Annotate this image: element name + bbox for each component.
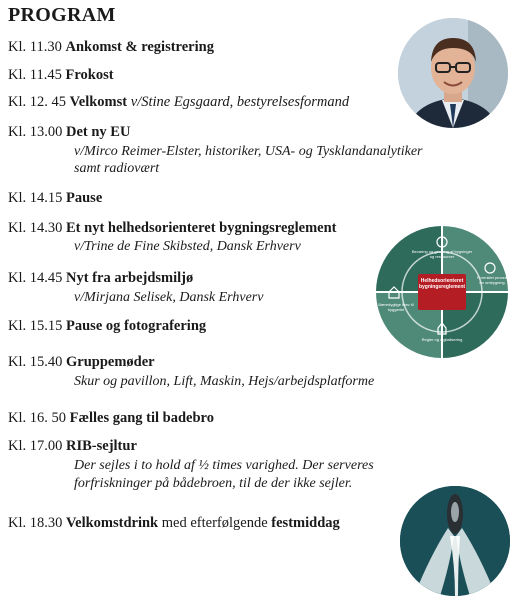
schedule-item bbox=[8, 438, 137, 455]
diagram-segment-label: Regler og digitalisering bbox=[421, 337, 463, 342]
schedule-event: RIB-sejltur bbox=[66, 438, 137, 454]
schedule-speaker: samt radiovært bbox=[74, 161, 160, 176]
page-title: PROGRAM bbox=[8, 4, 116, 26]
schedule-event: Pause og fotografering bbox=[66, 318, 207, 334]
schedule-time: Kl. 11.45 bbox=[8, 67, 62, 83]
schedule-event: Gruppemøder bbox=[66, 354, 155, 370]
boat-photo bbox=[400, 486, 510, 596]
schedule-event: Et nyt helhedsorienteret bygningsreglement bbox=[66, 220, 337, 236]
schedule-time: Kl. 13.00 bbox=[8, 124, 63, 140]
schedule-event-highlight: festmiddag bbox=[271, 515, 340, 531]
schedule-event: Nyt fra arbejdsmiljø bbox=[66, 270, 194, 286]
schedule-event: Fælles gang til badebro bbox=[69, 410, 214, 426]
schedule-item bbox=[8, 515, 340, 532]
schedule-item bbox=[8, 124, 130, 141]
schedule-item bbox=[8, 39, 214, 56]
schedule-time: Kl. 14.45 bbox=[8, 270, 63, 286]
schedule-speaker: Skur og pavillon, Lift, Maskin, Hejs/arbejdsplatforme bbox=[74, 374, 375, 389]
schedule-speaker: v/Mirco Reimer-Elster, historiker, USA- og Tysklandanalytiker bbox=[74, 144, 423, 159]
schedule-event: Det ny EU bbox=[66, 124, 131, 140]
diagram-center-label: Helhedsorienteret bygningsreglement bbox=[418, 278, 466, 290]
schedule-time: Kl. 15.15 bbox=[8, 318, 63, 334]
schedule-speaker: v/Stine Egsgaard, bestyrelsesformand bbox=[130, 94, 350, 110]
schedule-item bbox=[8, 94, 349, 111]
schedule-speaker: forfriskninger på bådebroen, til de der ikke sejler. bbox=[74, 476, 353, 491]
schedule-item bbox=[8, 220, 337, 237]
schedule-event: Frokost bbox=[65, 67, 114, 83]
schedule-speaker: v/Mirjana Selisek, Dansk Erhverv bbox=[74, 290, 264, 305]
diagram-segment-label: Forenklet proces for ombygning bbox=[477, 275, 507, 285]
schedule-item bbox=[8, 190, 102, 207]
schedule-event: Pause bbox=[66, 190, 103, 206]
schedule-speaker: v/Trine de Fine Skibsted, Dansk Erhverv bbox=[74, 239, 301, 254]
schedule-time: Kl. 17.00 bbox=[8, 438, 63, 454]
schedule-event: Ankomst & registrering bbox=[65, 39, 214, 55]
diagram-segment-label: Bæredygtige krav til byggeriet bbox=[378, 302, 414, 312]
schedule-item bbox=[8, 354, 155, 371]
schedule-time: Kl. 14.30 bbox=[8, 220, 63, 236]
regulation-diagram bbox=[372, 222, 512, 362]
schedule-item bbox=[8, 318, 206, 335]
schedule-item bbox=[8, 67, 114, 84]
schedule-time: Kl. 18.30 bbox=[8, 515, 63, 531]
schedule-time: Kl. 12. 45 bbox=[8, 94, 66, 110]
schedule-time: Kl. 14.15 bbox=[8, 190, 63, 206]
schedule-speaker: Der sejles i to hold af ½ times varighed. Der serveres bbox=[74, 458, 374, 473]
diagram-segment-label: Bevaring og genbrug af bygninger og ressourcer bbox=[411, 249, 473, 259]
schedule-time: Kl. 15.40 bbox=[8, 354, 63, 370]
schedule-time: Kl. 11.30 bbox=[8, 39, 62, 55]
schedule-event: Velkomst bbox=[69, 94, 128, 110]
speaker-photo bbox=[398, 18, 508, 128]
schedule-event: Velkomstdrink bbox=[66, 515, 159, 531]
schedule-time: Kl. 16. 50 bbox=[8, 410, 66, 426]
schedule-note: med efterfølgende bbox=[158, 515, 272, 531]
schedule-item bbox=[8, 270, 193, 287]
schedule-item bbox=[8, 410, 214, 427]
